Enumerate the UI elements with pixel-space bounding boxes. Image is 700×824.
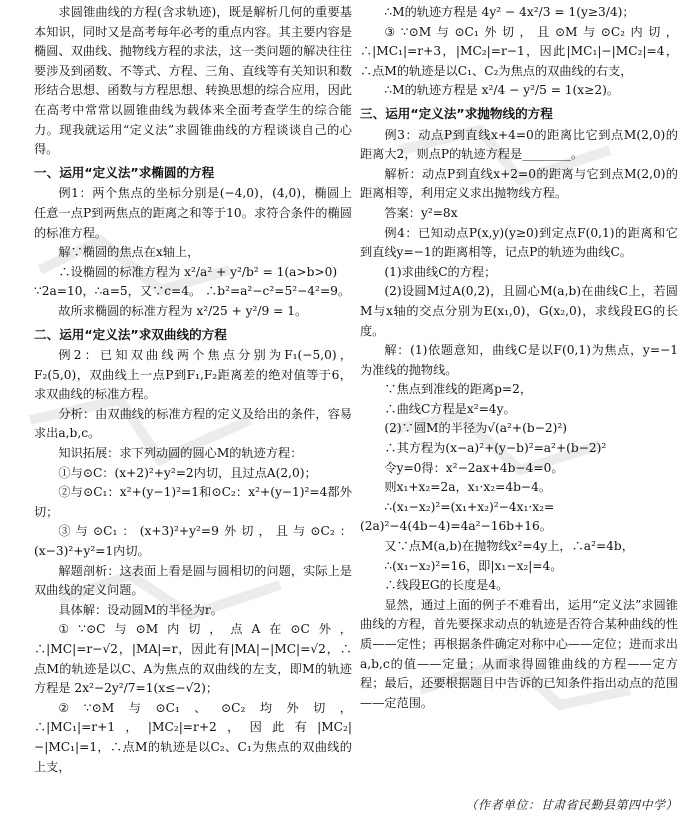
section-heading-parabola: 三、运用“定义法”求抛物线的方程 [360,105,553,121]
concrete-solution-intro: 具体解：设动圆M的半径为r。 [58,602,223,617]
example-1: 例1：两个焦点的坐标分别是(−4,0)，(4,0)，椭圆上任意一点P到两焦点的距离之和等于10。求符合条件的椭圆的标准方程。 [34,186,352,240]
example-4-solution-7: 则x₁+x₂=2a，x₁·x₂=4b−4。 [384,480,552,495]
section-heading-hyperbola: 二、运用“定义法”求双曲线的方程 [34,326,227,342]
example-1-solution-line-2: ∴设椭圆的标准方程为 x²/a² + y²/b² = 1(a>b>0) [58,264,338,279]
solution-3-equation: ∴M的轨迹方程是 x²/4 − y²/5 = 1(x≥2)。 [384,83,620,98]
concrete-solution-1: ①∵⊙C与⊙M内切，点A在⊙C外，∴|MC|=r−√2，|MA|=r，因此有|MA|−|MC|=√2，∴点M的轨迹是以C、A为焦点的双曲线的左支，即M的轨迹方程是 2x²−2y²/7=1(x≤−√2)； [34,622,352,696]
left-column [34,3,352,777]
example-4-solution-2: ∵焦点到准线的距离p=2， [384,382,533,397]
extension-item-3: ③与⊙C₁：(x+3)²+y²=9外切，且与⊙C₂：(x−3)²+y²=1内切。 [34,524,352,559]
example-4-solution-1: 解：(1)依题意知，曲线C是以F(0,1)为焦点，y=−1为准线的抛物线。 [360,343,678,377]
solution-2-equation: ∴M的轨迹方程是 4y² − 4x²/3 = 1(y≥3/4)； [384,5,635,19]
extension-intro: 知识拓展：求下列动圆的圆心M的轨迹方程： [58,446,303,461]
example-3-analysis: 解析：动点P到直线x+2=0的距离与它到点M(2,0)的距离相等，利用定义求出抛物线方程。 [360,166,678,201]
example-2: 例2：已知双曲线两个焦点分别为F₁(−5,0)，F₂(5,0)，双曲线上一点P到F₁,F₂距离差的绝对值等于6，求双曲线的标准方程。 [34,348,352,402]
example-4-solution-6: 令y=0得：x²−2ax+4b−4=0。 [384,460,564,475]
example-4-solution-9: 又∵点M(a,b)在抛物线x²=4y上，∴a²=4b， [384,539,634,554]
right-column [360,3,678,713]
concrete-solution-2: ②∵⊙M与⊙C₁、⊙C₂均外切，∴|MC₁|=r+1，|MC₂|=r+2，因此有|MC₂|−|MC₁|=1，∴点M的轨迹是以C₂、C₁为焦点的双曲线的上支， [34,700,352,774]
example-1-solution-line-3: ∵2a=10，∴a=5，又∵c=4。 ∴b²=a²−c²=5²−4²=9。 [34,284,351,299]
example-4-question-1: (1)求曲线C的方程； [384,264,497,279]
example-1-solution-line-1: 解∵椭圆的焦点在x轴上， [58,245,200,260]
extension-item-1: ①与⊙C：(x+2)²+y²=2内切，且过点A(2,0)； [58,465,317,480]
example-4-solution-10: ∴(x₁−x₂)²=16，即|x₁−x₂|=4。 [384,558,563,573]
example-1-answer: 故所求椭圆的标准方程为 x²/25 + y²/9 = 1。 [58,303,308,318]
example-3: 例3：动点P到直线x+4=0的距离比它到点M(2,0)的距离大2，则点P的轨迹方程是________。 [360,127,678,162]
example-2-analysis: 分析：由双曲线的标准方程的定义及给出的条件，容易求出a,b,c。 [34,406,352,441]
example-4-solution-3: ∴曲线C方程是x²=4y。 [384,401,516,416]
conclusion-paragraph: 显然，通过上面的例子不难看出，运用“定义法”求圆锥曲线的方程，首先要探求动点的轨迹是否符合某种曲线的性质——定性；再根据条件确定对称中心——定位；进而求出a,b,c的值——定量；从而求得圆锥曲线的方程——定方程；最后，还要根据题目中告诉的已知条件指出动点的范围——定范围。 [360,597,678,710]
example-3-answer: 答案：y²=8x [384,205,458,220]
author-affiliation: （作者单位：甘肃省民勤县第四中学） [465,798,678,813]
problem-analysis: 解题剖析：这表面上看是圆与圆相切的问题，实际上是双曲线的定义问题。 [34,563,352,598]
solution-3: ③∵⊙M与⊙C₁外切，且⊙M与⊙C₂内切，∴|MC₁|=r+3，|MC₂|=r−1，因此|MC₁|−|MC₂|=4，∴点M的轨迹是以C₁、C₂为焦点的双曲线的右支， [360,24,678,78]
example-4-solution-8: ∴(x₁−x₂)²=(x₁+x₂)²−4x₁·x₂=(2a)²−4(4b−4)=4a²−16b+16。 [360,499,555,534]
example-4-solution-4: (2)∵圆M的半径为√(a²+(b−2)²) [384,421,568,436]
example-4-solution-11: ∴线段EG的长度是4。 [384,578,509,593]
extension-item-2: ②与⊙C₁：x²+(y−1)²=1和⊙C₂：x²+(y−1)²=4都外切； [34,485,352,519]
intro-paragraph: 求圆锥曲线的方程(含求轨迹)，既是解析几何的重要基本知识，同时又是高考每年必考的重点内容。其主要内容是椭圆、双曲线、抛物线方程的求法，这一类问题的解决往往要涉及到函数、不等式、方程、三角、直线等有关知识和数形结合思想、函数与方程思想、转换思想的综合应用，因此在高考中常常以圆锥曲线为载体来全面考查学生的综合能力。现我就运用“定义法”求圆锥曲线的方程谈谈自己的心得。 [34,5,352,157]
example-4-question-2: (2)设圆M过A(0,2)，且圆心M(a,b)在曲线C上，若圆M与x轴的交点分别为E(x₁,0)，G(x₂,0)，求线段EG的长度。 [360,284,678,338]
section-heading-ellipse: 一、运用“定义法”求椭圆的方程 [34,164,215,180]
example-4: 例4：已知动点P(x,y)(y≥0)到定点F(0,1)的距离和它到直线y=−1的距离相等，记点P的轨迹为曲线C。 [360,225,678,260]
example-4-solution-5: ∴其方程为(x−a)²+(y−b)²=a²+(b−2)² [384,441,607,456]
